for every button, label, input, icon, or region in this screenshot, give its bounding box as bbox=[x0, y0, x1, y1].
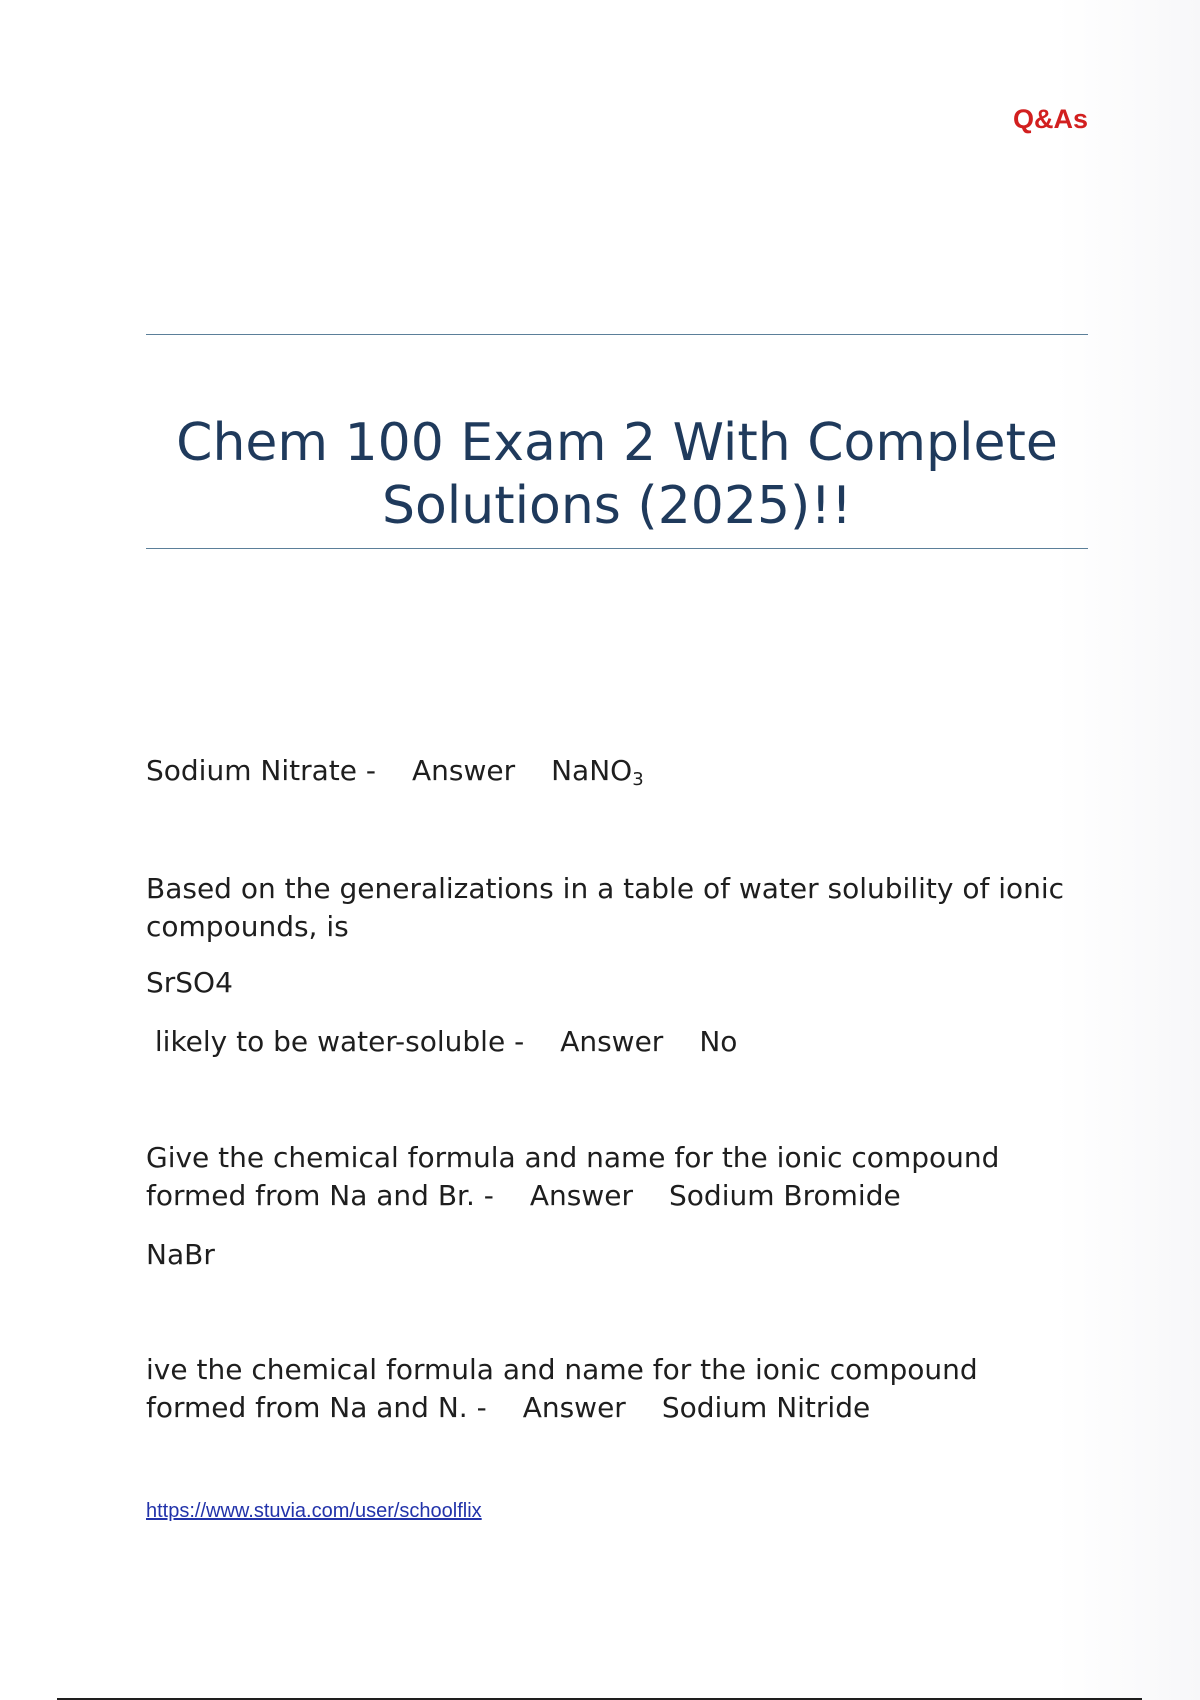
answer-text: NaNO$_3$ bbox=[551, 754, 644, 790]
answer-label: Answer bbox=[522, 1391, 626, 1424]
answer-label: Answer bbox=[411, 754, 516, 787]
question-line-1: Give the chemical formula and name for the ionic compound bbox=[146, 1141, 1000, 1174]
question-line-1: ive the chemical formula and name for the ionic compound bbox=[146, 1353, 978, 1386]
question-line-2: formed from Na and Br. - bbox=[146, 1179, 494, 1212]
answer-text: No bbox=[699, 1025, 738, 1058]
title-line-1: Chem 100 Exam 2 With Complete bbox=[176, 413, 1058, 473]
qa-item-2-question bbox=[146, 870, 1096, 946]
answer-label: Answer bbox=[529, 1179, 634, 1212]
title-bottom-divider bbox=[146, 548, 1088, 549]
question-line-2-row bbox=[146, 1389, 1096, 1427]
question-line-1: Based on the generalizations in a table of water solubility of ionic bbox=[146, 872, 1065, 905]
question-line-2: formed from Na and N. - bbox=[146, 1391, 487, 1424]
title-line-2: Solutions (2025)!! bbox=[381, 476, 853, 536]
qa-item-2-compound: SrSO4 bbox=[146, 966, 233, 999]
question-line-2-row bbox=[146, 1177, 1096, 1215]
question-text: Sodium Nitrate - bbox=[146, 754, 376, 787]
qa-item-4 bbox=[146, 1351, 1096, 1427]
qa-item-3-formula: NaBr bbox=[146, 1238, 215, 1271]
answer-text: Sodium Bromide bbox=[669, 1179, 901, 1212]
title-top-divider bbox=[146, 334, 1088, 335]
question-line-2: compounds, is bbox=[146, 910, 349, 943]
answer-label: Answer bbox=[560, 1025, 664, 1058]
question-tail: likely to be water-soluble - bbox=[146, 1025, 525, 1058]
qa-item-3 bbox=[146, 1139, 1096, 1215]
answer-text: Sodium Nitride bbox=[661, 1391, 871, 1424]
document-title bbox=[146, 412, 1088, 538]
qa-item-1 bbox=[146, 752, 1096, 799]
qa-item-2-answer-row bbox=[146, 1023, 1096, 1061]
qa-badge: Q&As bbox=[1012, 104, 1088, 134]
stuvia-profile-link[interactable]: https://www.stuvia.com/user/schoolflix bbox=[146, 1500, 482, 1522]
